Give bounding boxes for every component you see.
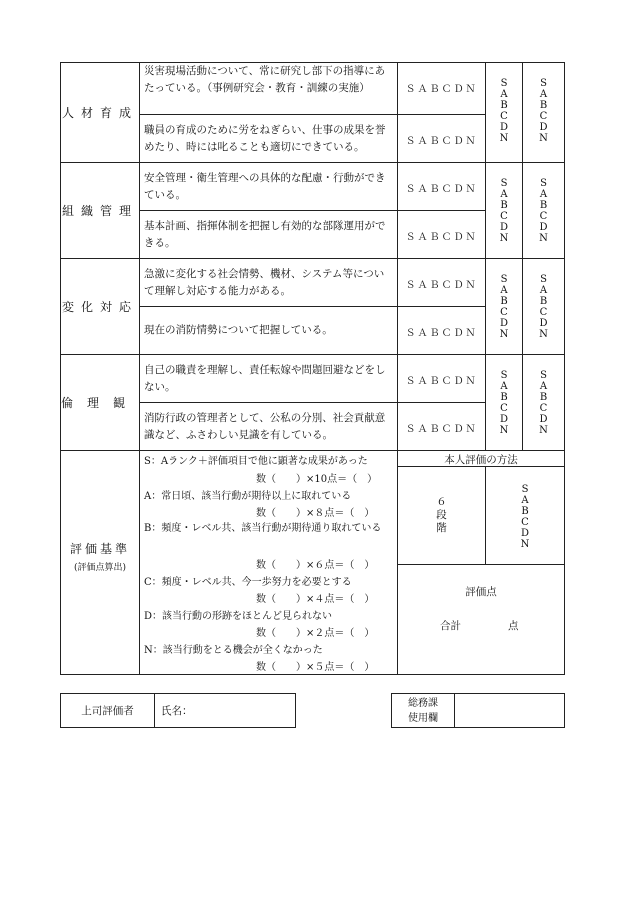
six-steps-label: ６ 段 階 [436,496,447,534]
criteria-label-block [61,540,139,573]
criteria-desc: D：該当行動の形跡をほとんど見られない [144,611,333,622]
criteria-desc: N：該当行動をとる機会が全くなかった [144,645,323,656]
item-text: 急激に変化する社会情勢、機材、システム等について理解し対応する能力がある。 [144,268,385,297]
row-divider [139,114,485,115]
rating-scale: ＳＡＢＣＤＮ [405,376,478,387]
item-text: 現在の消防情勢について把握している。 [144,324,333,336]
column-divider [139,62,140,674]
self-eval-header: 本人評価の方法 [444,454,518,466]
rating-scale: ＳＡＢＣＤＮ [405,280,478,291]
vertical-rating-scale: S A B C D N [539,78,548,144]
row-divider [397,564,565,565]
score-label: 評価点 [465,586,497,598]
rating-scale: ＳＡＢＣＤＮ [405,84,478,95]
vertical-rating-scale: S A B C D N [499,78,509,144]
rating-scale: ＳＡＢＣＤＮ [405,232,478,243]
criteria-calc: 数（ ）×８点＝（ ） [256,508,375,519]
column-divider [397,62,398,674]
total-label: 合計 [440,620,461,632]
vertical-rating-scale: S A B C D N [499,274,509,340]
criteria-sublabel: (評価点算出) [73,563,127,573]
rating-scale: ＳＡＢＣＤＮ [405,328,478,339]
rating-scale: ＳＡＢＣＤＮ [405,424,478,435]
vertical-rating-scale: S A B C D N [499,178,509,244]
item-text: 災害現場活動について、常に研究し部下の指導にあたっている。（事例研究会・教育・訓練の実施） [144,65,386,94]
criteria-desc: B：頻度・レベル共、該当行動が期待通り取れている [144,523,382,534]
rating-scale: ＳＡＢＣＤＮ [405,184,478,195]
criteria-desc: C：頻度・レベル共、今一歩努力を必要とする [144,577,352,588]
category-label: 人材育成 [61,105,138,120]
vertical-rating-scale: S A B C D N [520,484,530,550]
item-text: 職員の育成のために労をねぎらい、仕事の成果を誉めたり、時には叱ることも適切にできている。 [144,124,386,153]
criteria-calc: 数（ ）×２点＝（ ） [256,628,375,639]
item-text: 消防行政の管理者として、公私の分別、社会貢献意識など、ふさわしい見識を有している。 [144,412,386,441]
vertical-rating-scale: S A B C D N [539,178,548,244]
supervisor-label: 上司評価者 [81,705,134,717]
vertical-rating-scale: S A B C D N [539,370,548,436]
row-divider [60,450,565,451]
supervisor-box [60,693,296,728]
rating-scale: ＳＡＢＣＤＮ [405,136,478,147]
criteria-label: 評価基準 [69,542,130,556]
vertical-rating-scale: S A B C D N [539,274,548,340]
criteria-calc: 数（ ）×５点＝（ ） [256,662,375,673]
name-label: 氏名： [161,705,193,717]
table-right-border [564,62,565,674]
criteria-calc: 数（ ）×６点＝（ ） [256,560,375,571]
item-text: 自己の職責を理解し、責任転嫁や問題回避などをしない。 [144,364,386,393]
item-text: 安全管理・衛生管理への具体的な配慮・行動ができている。 [144,172,386,201]
category-label: 組織管理 [61,203,138,218]
category-label: 変化対応 [61,299,138,314]
criteria-desc: S：Aランク＋評価項目で他に顕著な成果があった [144,456,368,467]
item-text: 基本計画、指揮体制を把握し有効的な部隊運用ができる。 [144,220,386,249]
dept-use-box [391,693,565,728]
criteria-calc: 数（ ）×４点＝（ ） [256,594,375,605]
row-divider [139,210,485,211]
supervisor-divider [154,694,155,727]
row-divider [139,402,485,403]
dept-divider [454,694,455,727]
vertical-rating-scale: S A B C D N [499,370,509,436]
points-label: 点 [508,620,519,632]
category-label: 倫理観 [61,395,140,410]
criteria-calc: 数（ ）×10点＝（ ） [256,474,378,485]
criteria-desc: A：常日頃、該当行動が期待以上に取れている [144,491,352,502]
row-divider [139,306,485,307]
dept-label: 総務課 使用欄 [408,698,438,724]
table-bottom-border [60,674,565,675]
